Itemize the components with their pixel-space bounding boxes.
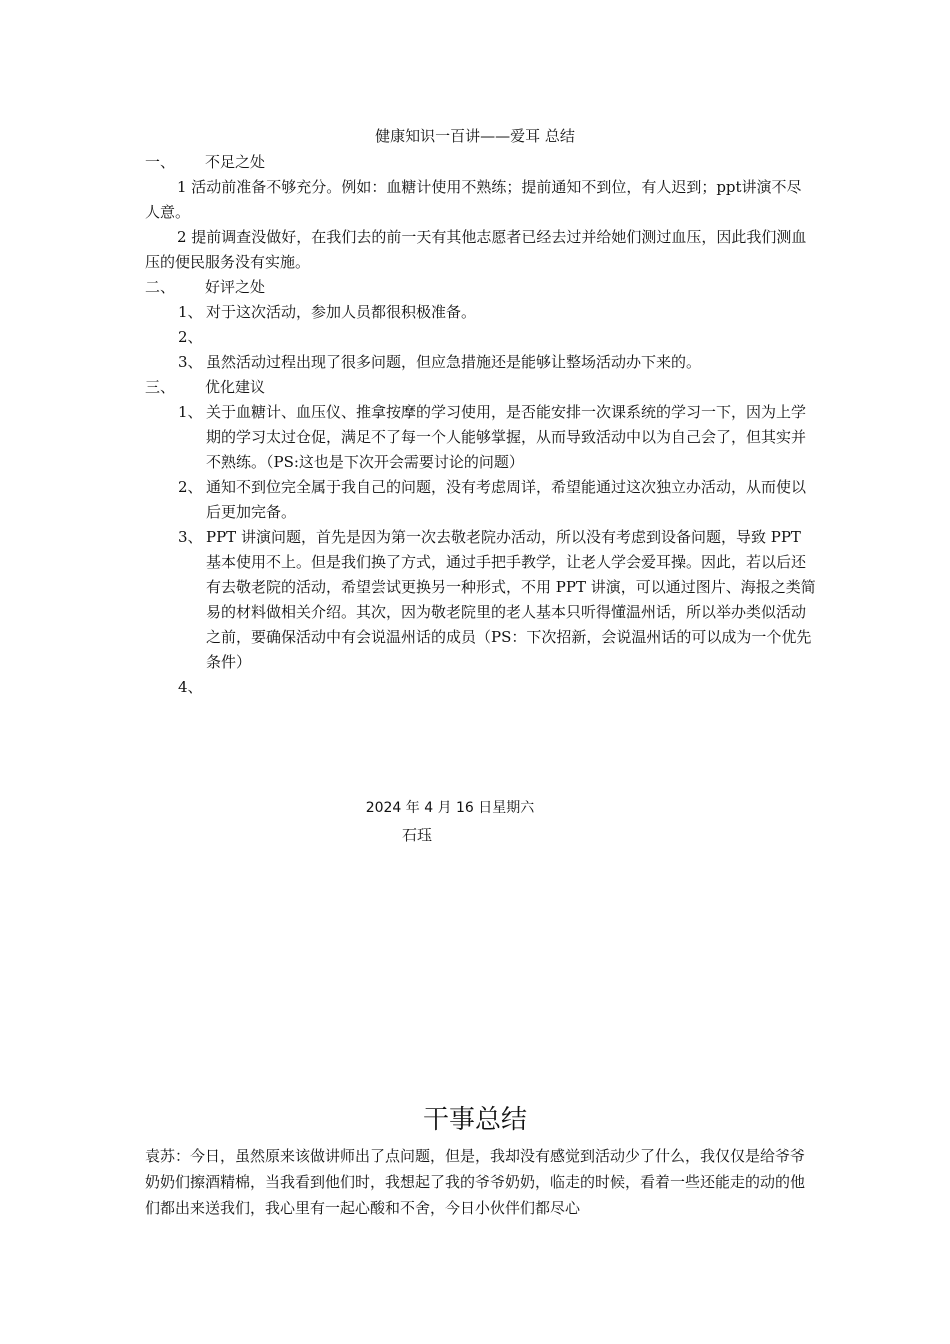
section-heading-suggestions — [145, 375, 265, 400]
signature: 石珏 — [402, 826, 433, 844]
list-text: 虽然活动过程出现了很多问题，但应急措施还是能够让整场活动办下来的。 — [206, 353, 702, 371]
section-heading-shortcomings — [145, 150, 265, 175]
list-number: 2、 — [178, 478, 203, 496]
list-number: 1、 — [178, 303, 203, 321]
document-title: 健康知识一百讲——爱耳 总结 — [375, 127, 575, 145]
list-text: 通知不到位完全属于我自己的问题，没有考虑周详，希望能通过这次独立办活动，从而使以后更加完备。 — [206, 478, 807, 521]
section-number: 三、 — [145, 378, 176, 396]
section-title: 好评之处 — [205, 278, 266, 296]
paragraph: 2 提前调查没做好，在我们去的前一天有其他志愿者已经去过并给她们测过血压，因此我们测血压的便民服务没有实施。 — [145, 228, 807, 271]
section-title: 优化建议 — [205, 378, 266, 396]
paragraph: 1 活动前准备不够充分。例如：血糖计使用不熟练；提前通知不到位，有人迟到；ppt讲演不尽人意。 — [145, 178, 802, 221]
list-number: 4、 — [178, 678, 203, 696]
section-heading-praise — [145, 275, 265, 300]
section-number: 一、 — [145, 153, 176, 171]
section-title: 不足之处 — [205, 153, 266, 171]
section2-title: 干事总结 — [422, 1105, 527, 1135]
list-number: 2、 — [178, 328, 203, 346]
section-number: 二、 — [145, 278, 176, 296]
list-number: 3、 — [178, 353, 203, 371]
list-text: 对于这次活动，参加人员都很积极准备。 — [206, 303, 477, 321]
list-number: 3、 — [178, 528, 203, 546]
list-number: 1、 — [178, 403, 203, 421]
document-date: 2024 年 4 月 16 日星期六 — [365, 800, 535, 816]
section2-body: 袁苏：今日，虽然原来该做讲师出了点问题，但是，我却没有感觉到活动少了什么，我仅仅是给爷爷奶奶们擦酒精棉，当我看到他们时，我想起了我的爷爷奶奶，临走的时候，看着一些还能走的动的他们都出来送我们，我心里有一起心酸和不舍，今日小伙伴们都尽心 — [145, 1147, 806, 1217]
list-text: 关于血糖计、血压仪、推拿按摩的学习使用，是否能安排一次课系统的学习一下，因为上学期的学习太过仓促，满足不了每一个人能够掌握，从而导致活动中以为自己会了，但其实并不熟练。（PS:这也是下次开会需要讨论的问题） — [206, 403, 807, 471]
list-text: PPT 讲演问题，首先是因为第一次去敬老院办活动，所以没有考虑到设备问题，导致 PPT 基本使用不上。但是我们换了方式，通过手把手教学，让老人学会爱耳操。因此，若以后还有去敬老院的活动，希望尝试更换另一种形式，不用 PPT 讲演，可以通过图片、海报之类简易的材料做相关介绍。其次，因为敬老院里的老人基本只听得懂温州话，所以举办类似活动之前，要确保活动中有会说温州话的成员（PS：下次招新，会说温州话的可以成为一个优先条件） — [206, 528, 816, 671]
